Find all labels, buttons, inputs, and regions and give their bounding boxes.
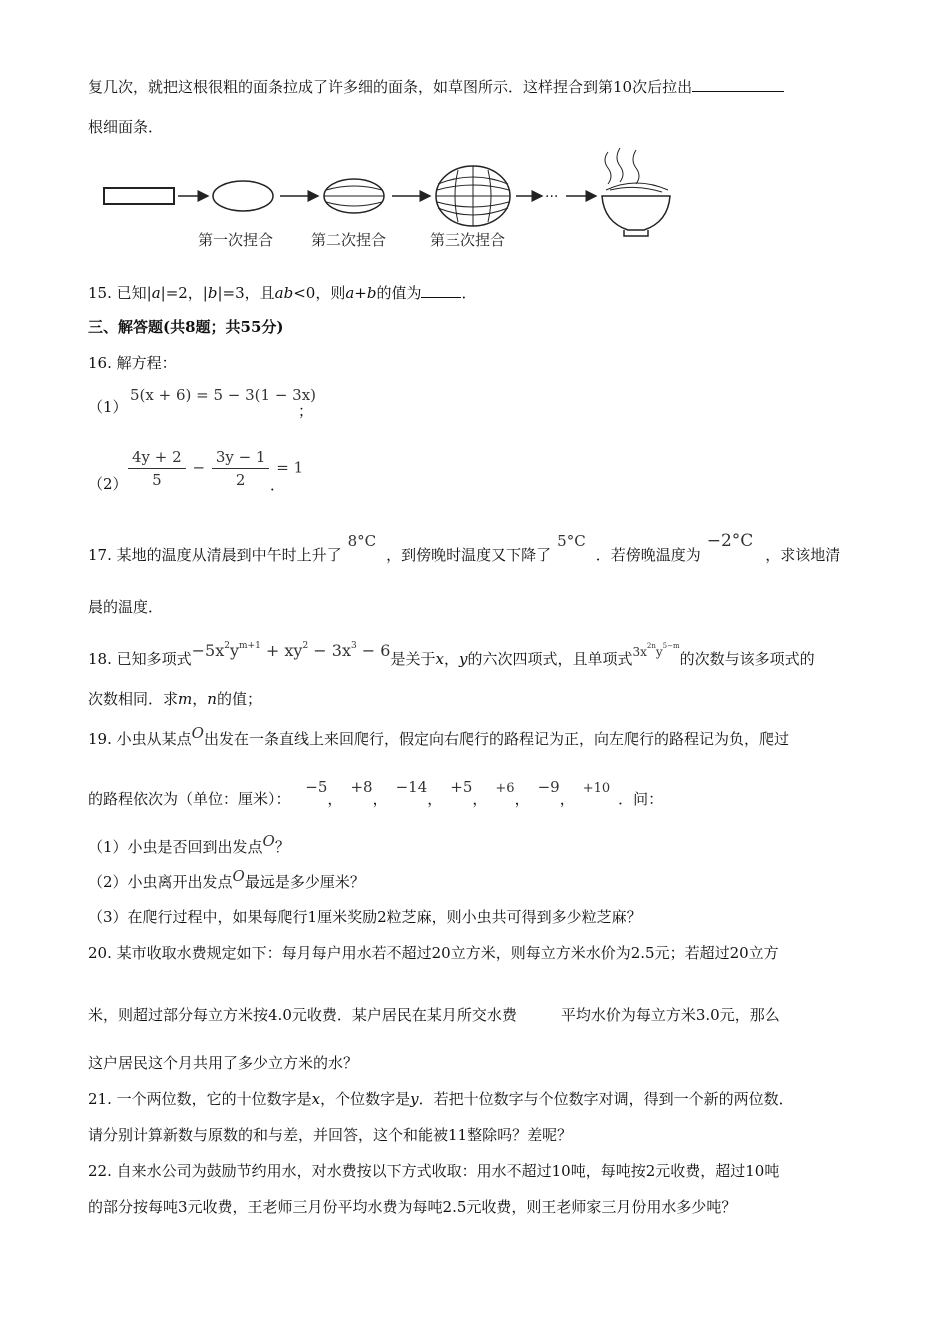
polynomial-expr: $-5x^2y^{m+1} + xy^2 - 3x^3 - 6$ <box>191 641 391 660</box>
q19-line2: 的路程依次为（单位：厘米）： −5，+8，−14，+5，+6，−9，+10．问： <box>88 778 664 808</box>
noodle-bowl-icon <box>602 148 670 236</box>
section-3-title: 三、解答题(共8题；共55分) <box>88 318 284 336</box>
q20-line3: 这户居民这个月共用了多少立方米的水？ <box>88 1054 359 1072</box>
q16-part2-label: （2） <box>88 475 128 493</box>
q18-line2: 次数相同．求m，n的值； <box>88 690 262 708</box>
q18-line1: 18. 已知多项式$-5x^2y^{m+1} + xy^2 - 3x^3 - 6$是关于x，y的六次四项式，且单项式$^{3x^{2n}y^{5-m}}$的次数与该多项式的 <box>88 641 815 668</box>
q14-line1: 复几次，就把这根很粗的面条拉成了许多细的面条，如草图所示．这样捏合到第10次后拉出 <box>88 76 784 98</box>
q16-title: 16. 解方程： <box>88 354 177 372</box>
q20-line1: 20. 某市收取水费规定如下：每月每户用水若不超过20立方米，则每立方米水价为2.5元；若超过20立方 <box>88 944 779 962</box>
q19-line1: 19. 小虫从某点O出发在一条直线上来回爬行，假定向右爬行的路程记为正，向左爬行的路程记为负，爬过 <box>88 724 789 748</box>
q14-line2: 根细面条． <box>88 118 164 136</box>
caption-second-fold: 第二次捏合 <box>311 231 387 249</box>
q16-part1-end: ； <box>298 402 314 420</box>
fold-3-ellipse <box>436 166 510 226</box>
monomial-expr: 3x2ny5−m <box>632 642 680 659</box>
q22-line2: 的部分按每吨3元收费，王老师三月份平均水费为每吨2.5元收费，则王老师家三月份用水多少吨？ <box>88 1198 737 1216</box>
q19-sub2: （2）小虫离开出发点O最远是多少厘米？ <box>88 867 365 891</box>
q17-line1: 17. 某地的温度从清晨到中午时上升了8°C，到傍晚时温度又下降了5°C．若傍晚温度为−2°C，求该地清 <box>88 531 841 564</box>
ellipsis-dots: ··· <box>545 189 559 205</box>
q21-line1: 21. 一个两位数，它的十位数字是x，个位数字是y．若把十位数字与个位数字对调，得到一个新的两位数． <box>88 1090 794 1108</box>
answer-blank <box>421 283 461 298</box>
fold-2-ellipse <box>324 179 384 213</box>
fold-1-ellipse <box>213 181 273 211</box>
q19-sub3: （3）在爬行过程中，如果每爬行1厘米奖励2粒芝麻，则小虫共可得到多少粒芝麻？ <box>88 908 642 926</box>
thick-noodle-rect <box>104 188 174 204</box>
q20-line2: 米，则超过部分每立方米按4.0元收费．某户居民在某月所交水费 平均水价为每立方米3.0元，那么 <box>88 1006 780 1024</box>
q16-part2-end: ． <box>270 476 286 494</box>
answer-blank <box>692 77 784 92</box>
q17-line2: 晨的温度． <box>88 598 164 616</box>
q15: 15. 已知|a|=2，|b|=3，且ab<0，则a+b的值为 ． <box>88 284 477 302</box>
caption-third-fold: 第三次捏合 <box>430 231 506 249</box>
caption-first-fold: 第一次捏合 <box>198 231 274 249</box>
q16-part1-equation: 5(x + 6) = 5 − 3(1 − 3x) <box>130 386 317 404</box>
q21-line2: 请分别计算新数与原数的和与差，并回答，这个和能被11整除吗？差呢？ <box>88 1126 573 1144</box>
q19-sub1: （1）小虫是否回到出发点O？ <box>88 832 290 856</box>
noodle-diagram <box>96 146 686 238</box>
q16-part1: （1） <box>88 398 128 416</box>
q16-part2-equation: $\frac{4y + 2}{5}$ − $\frac{3y - 1}{2}$ = 1 <box>126 448 303 489</box>
q22-line1: 22. 自来水公司为鼓励节约用水，对水费按以下方式收取：用水不超过10吨，每吨按2元收费，超过10吨 <box>88 1162 780 1180</box>
